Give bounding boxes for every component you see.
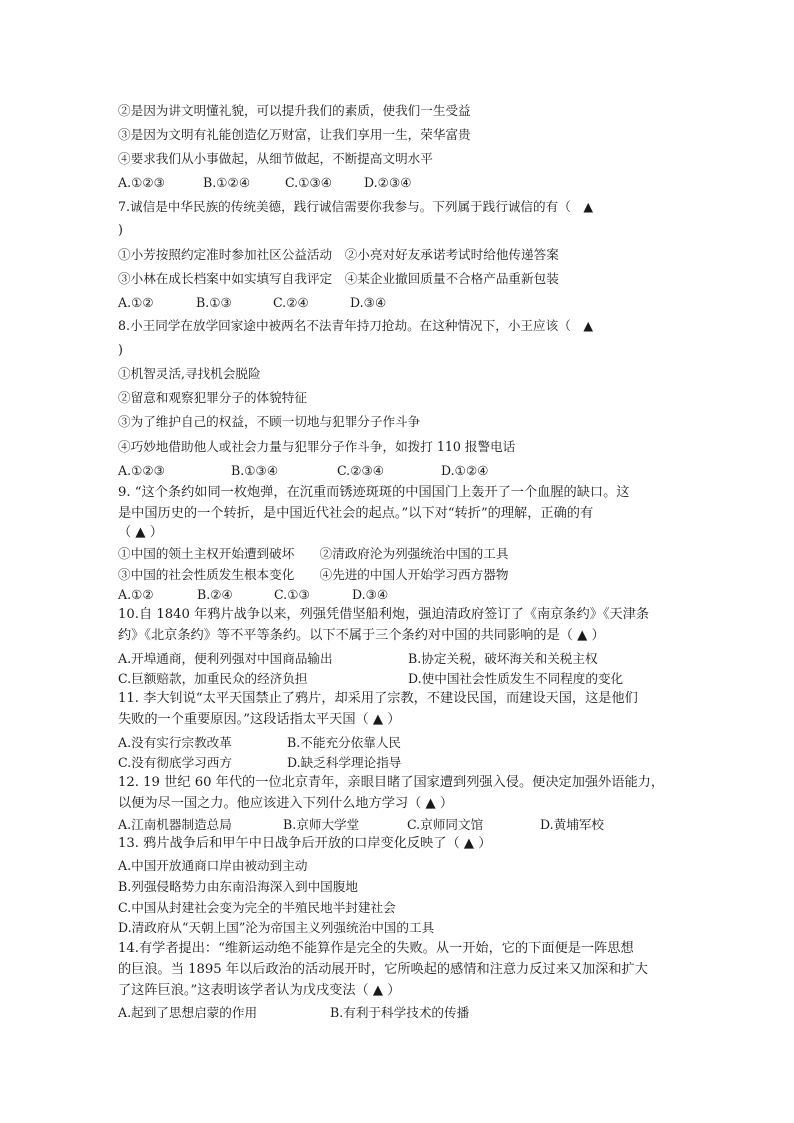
q9-option-c: C.①③ [274,587,310,602]
q9-statements-1: ①中国的领土主权开始遭到破坏 ②清政府沦为列强统治中国的工具 [118,546,509,561]
q10-option-c: C.巨额赔款，加重民众的经济负担 [118,671,308,686]
q9-stem-line-2: 是中国历史的一个转折，是中国近代社会的起点。”以下对“转折”的理解，正确的有 [118,506,594,521]
q6-option-b: B.①②④ [203,175,251,190]
q10-stem-line-2: 约》《北京条约》等不平等条约。以下不属于三个条约对中国的共同影响的是（ ▲ ） [118,628,605,643]
q7-stem-tail: ) [118,222,123,237]
q13-option-a: A.中国开放通商口岸由被动到主动 [118,858,308,873]
q7-statements-2: ③小林在成长档案中如实填写自我评定 ④某企业撤回质量不合格产品重新包装 [118,271,559,286]
q10-option-d: D.使中国社会性质发生不同程度的变化 [408,671,624,686]
q9-stem-line-1: 9. “这个条约如同一枚炮弹，在沉重而锈迹斑斑的中国国门上轰开了一个血腥的缺口。这 [118,485,630,500]
q10-option-a: A.开埠通商，便利列强对中国商品输出 [118,651,333,666]
q7-option-b: B.①③ [196,295,232,310]
q7-option-c: C.②④ [273,295,309,310]
q13-stem: 13. 鸦片战争后和甲午中日战争后开放的口岸变化反映了（ ▲ ） [118,836,492,851]
q8-option-b: B.①③④ [231,463,279,478]
q9-stem-line-3: （ ▲ ） [118,525,163,540]
q12-stem-line-2: 以便为尽一国之力。他应该进入下列什么地方学习（ ▲ ） [118,796,454,811]
q13-option-d: D.清政府从“天朝上国”沦为帝国主义列强统治中国的工具 [118,920,435,935]
q7-statements-1: ①小芳按照约定准时参加社区公益活动 ②小亮对好友承诺考试时给他传递答案 [118,247,559,262]
q8-statement-4: ④巧妙地借助他人或社会力量与犯罪分子作斗争，如拨打 110 报警电话 [118,439,516,454]
q7-stem: 7.诚信是中华民族的传统美德，践行诚信需要你我参与。下列属于践行诚信的有（ ▲ [118,199,594,214]
q10-option-b: B.协定关税，破坏海关和关税主权 [408,651,598,666]
q8-statement-1: ①机智灵活,寻找机会脱险 [118,366,261,381]
q6-option-d: D.②③④ [364,175,412,190]
q14-option-b: B.有利于科学技术的传播 [330,1005,470,1020]
q8-stem: 8.小王同学在放学回家途中被两名不法青年持刀抢劫。在这种情况下，小王应该（ ▲ [118,318,594,333]
q11-option-c: C.没有彻底学习西方 [118,755,232,770]
q8-statement-2: ②留意和观察犯罪分子的体貌特征 [118,390,307,405]
q7-option-a: A.①② [118,295,154,310]
q14-stem-line-2: 的巨浪。当 1895 年以后政治的活动展开时，它所唤起的感情和注意力反过来又加深和扩大 [118,962,648,977]
q12-option-b: B.京师大学堂 [283,817,360,832]
q11-stem-line-1: 11. 李大钊说“太平天国禁止了鸦片，却采用了宗教，不建设民国，而建设天国，这是他们 [118,691,638,706]
q14-stem-line-1: 14.有学者提出：“维新运动绝不能算作是完全的失败。从一开始，它的下面便是一阵思想 [118,941,634,956]
q8-option-d: D.①②④ [441,463,489,478]
q14-stem-line-3: 了这阵巨浪。”这表明该学者认为戊戌变法（ ▲ ） [118,983,401,998]
q11-stem-line-2: 失败的一个重要原因。”这段话指太平天国（ ▲ ） [118,712,401,727]
q9-option-a: A.①② [118,587,154,602]
q6-statement-3: ③是因为文明有礼能创造亿万财富，让我们享用一生，荣华富贵 [118,127,471,142]
q6-statement-2: ②是因为讲文明懂礼貌，可以提升我们的素质，使我们一生受益 [118,103,471,118]
q11-option-b: B.不能充分依靠人民 [287,735,402,750]
q6-statement-4: ④要求我们从小事做起，从细节做起，不断提高文明水平 [118,151,433,166]
q6-option-c: C.①③④ [285,175,333,190]
q14-option-a: A.起到了思想启蒙的作用 [118,1005,258,1020]
q7-option-d: D.③④ [350,295,387,310]
q12-option-c: C.京师同文馆 [407,817,484,832]
q12-stem-line-1: 12. 19 世纪 60 年代的一位北京青年，亲眼目睹了国家遭到列强入侵。便决定加强外语能力， [118,775,665,790]
q12-option-a: A.江南机器制造总局 [118,817,232,832]
q13-option-b: B.列强侵略势力由东南沿海深入到中国腹地 [118,879,358,894]
q12-option-d: D.黄埔军校 [540,817,605,832]
q8-statement-3: ③为了维护自己的权益，不顾一切地与犯罪分子作斗争 [118,414,421,429]
q13-option-c: C.中国从封建社会变为完全的半殖民地半封建社会 [118,900,396,915]
q6-option-a: A.①②③ [118,175,165,190]
q11-option-a: A.没有实行宗教改革 [118,735,232,750]
q11-option-d: D.缺乏科学理论指导 [287,755,402,770]
q9-option-b: B.②④ [197,587,233,602]
q8-stem-tail: ) [118,342,123,357]
q8-option-c: C.②③④ [337,463,385,478]
q8-option-a: A.①②③ [118,463,165,478]
q10-stem-line-1: 10.自 1840 年鸦片战争以来，列强凭借坚船利炮，强迫清政府签订了《南京条约》《天津条 [118,607,650,622]
q9-option-d: D.③④ [352,587,389,602]
q9-statements-2: ③中国的社会性质发生根本变化 ④先进的中国人开始学习西方器物 [118,567,509,582]
